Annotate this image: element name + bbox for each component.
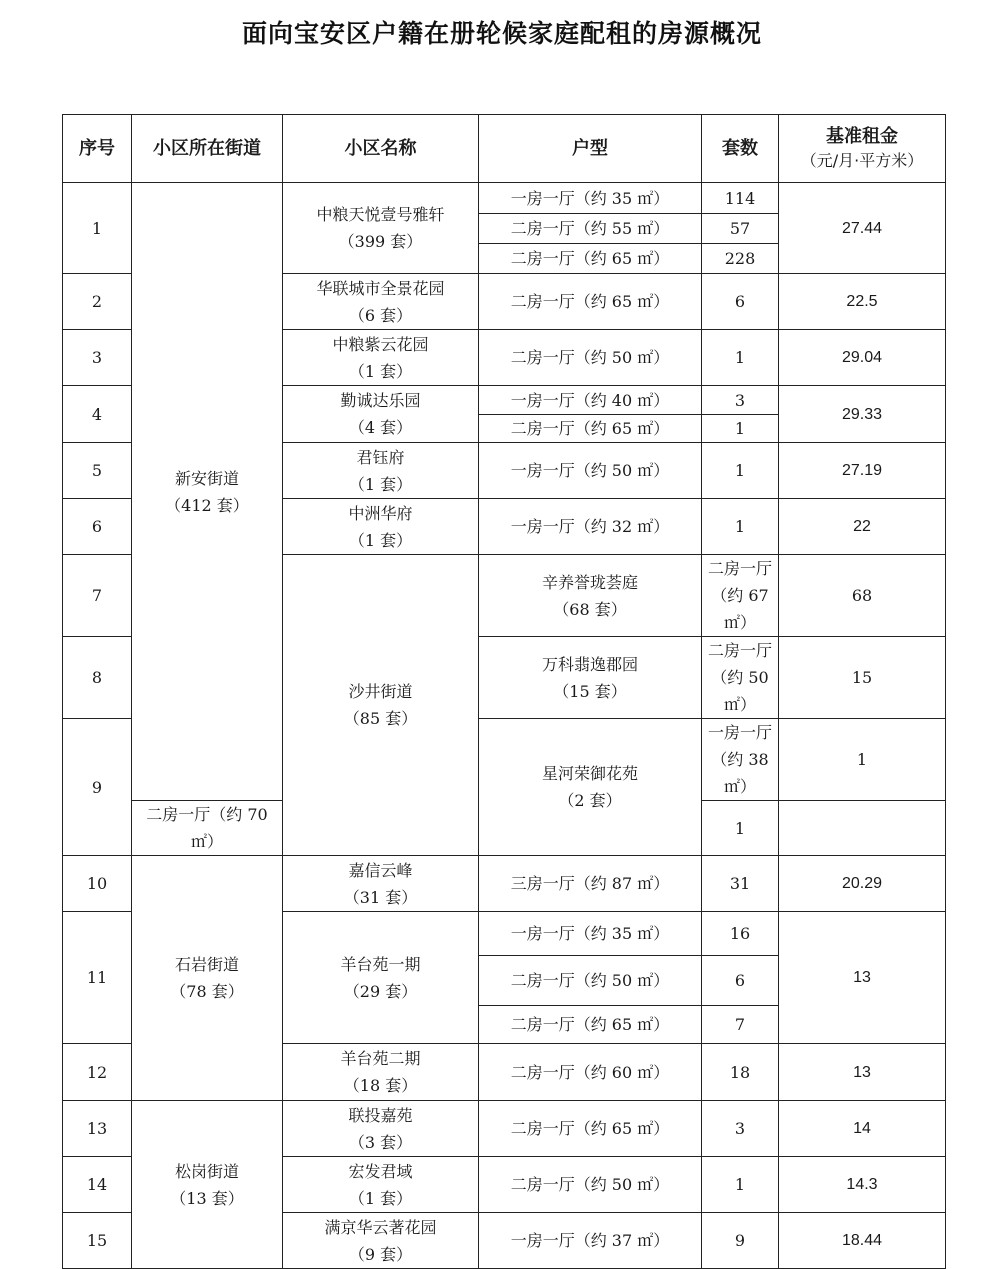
community-cell [283,330,479,386]
count-cell: 6 [702,274,779,330]
community-sets: （68 套） [553,599,627,619]
street-cell [132,183,283,801]
community-sets: （6 套） [348,305,413,325]
rent-cell: 18.44 [779,1213,946,1269]
seq-cell: 6 [63,499,132,555]
street-name: 松岗街道 [174,1161,239,1181]
seq-cell: 15 [63,1213,132,1269]
table-row [63,183,946,214]
community-cell [283,499,479,555]
page-title: 面向宝安区户籍在册轮候家庭配租的房源概况 [241,19,762,48]
community-cell [479,555,702,637]
unit-type-cell: 二房一厅（约 55 ㎡） [479,214,702,244]
count-cell: 3 [702,386,779,415]
street-total: （13 套） [170,1188,244,1208]
unit-type-cell: 一房一厅（约 40 ㎡） [479,386,702,415]
seq-cell: 4 [63,386,132,443]
community-sets: （4 套） [348,418,413,437]
rent-cell: 22 [779,499,946,555]
community-name: 羊台苑一期 [340,954,421,974]
unit-type-cell: 二房一厅（约 65 ㎡） [479,274,702,330]
seq-cell: 3 [63,330,132,386]
count-cell: 1 [702,1157,779,1213]
count-cell: 1 [702,415,779,443]
table-body [63,183,946,1269]
table-row [63,856,946,912]
community-sets: （9 套） [348,1244,413,1264]
community-cell [283,1157,479,1213]
rent-cell: 13 [779,912,946,1044]
street-total: （78 套） [170,982,244,1001]
community-name: 勤诚达乐园 [340,391,421,410]
count-cell: 7 [702,1006,779,1044]
community-sets: （15 套） [553,681,627,701]
community-name: 华联城市全景花园 [316,278,445,298]
table-row [63,1101,946,1157]
count-cell: 1 [702,443,779,499]
street-total: （412 套） [165,495,249,515]
community-cell [283,274,479,330]
seq-cell: 7 [63,555,132,637]
community-cell [283,856,479,912]
street-name: 石岩街道 [174,955,239,974]
unit-type-cell: 二房一厅（约 65 ㎡） [479,415,702,443]
unit-type-cell: 一房一厅（约 50 ㎡） [479,443,702,499]
count-cell: 1 [702,801,779,856]
community-sets: （1 套） [348,361,413,381]
community-cell [283,183,479,274]
community-name: 宏发君域 [348,1161,413,1181]
count-cell: 114 [702,183,779,214]
unit-type-cell: 一房一厅（约 37 ㎡） [479,1213,702,1269]
rent-cell: 14.3 [779,1157,946,1213]
seq-cell: 5 [63,443,132,499]
seq-cell: 1 [63,183,132,274]
community-cell [479,637,702,719]
community-name: 星河荣御花苑 [541,764,638,783]
count-cell: 1 [779,719,946,801]
header-unit-type: 户型 [479,115,702,183]
header-rent-unit: （元/月·平方米） [800,150,924,170]
unit-type-cell: 一房一厅（约 32 ㎡） [479,499,702,555]
count-cell: 16 [702,912,779,956]
unit-type-cell: 二房一厅（约 65 ㎡） [479,1006,702,1044]
unit-type-cell: 二房一厅（约 70 ㎡） [132,801,283,856]
count-cell: 1 [702,330,779,386]
rent-cell: 22.5 [779,274,946,330]
rent-cell: 20.29 [779,856,946,912]
count-cell: 68 [779,555,946,637]
seq-cell: 12 [63,1044,132,1101]
community-name: 中粮天悦壹号雅轩 [316,205,445,224]
unit-type-cell: 二房一厅（约 50 ㎡） [479,1157,702,1213]
street-total: （85 套） [343,709,418,728]
header-street: 小区所在街道 [132,115,283,183]
community-name: 辛养誉珑荟庭 [541,572,638,592]
header-name: 小区名称 [283,115,479,183]
rent-cell: 14 [779,1101,946,1157]
unit-type-cell: 二房一厅（约 50 ㎡） [702,637,779,719]
community-sets: （1 套） [348,530,413,550]
header-rent [779,115,946,183]
housing-table [62,114,946,1269]
community-name: 羊台苑二期 [340,1049,421,1068]
community-sets: （31 套） [343,887,418,907]
unit-type-cell: 二房一厅（约 60 ㎡） [479,1044,702,1101]
community-sets: （1 套） [348,1188,413,1208]
seq-cell: 9 [63,719,132,856]
rent-cell: 27.44 [779,183,946,274]
rent-cell: 29.04 [779,330,946,386]
street-name: 新安街道 [174,468,239,488]
street-name: 沙井街道 [348,682,413,701]
seq-cell: 11 [63,912,132,1044]
community-sets: （2 套） [558,791,622,810]
street-cell [132,856,283,1101]
unit-type-cell: 二房一厅（约 65 ㎡） [479,1101,702,1157]
community-sets: （399 套） [338,232,423,251]
unit-type-cell: 一房一厅（约 35 ㎡） [479,183,702,214]
community-cell [283,1101,479,1157]
community-name: 万科翡逸郡园 [541,654,638,674]
rent-cell: 13 [779,1044,946,1101]
count-cell: 3 [702,1101,779,1157]
unit-type-cell: 二房一厅（约 67 ㎡） [702,555,779,637]
seq-cell: 10 [63,856,132,912]
unit-type-cell: 一房一厅（约 38 ㎡） [702,719,779,801]
community-name: 中洲华府 [348,503,413,523]
unit-type-cell: 二房一厅（约 50 ㎡） [479,956,702,1006]
rent-cell: 29.33 [779,386,946,443]
count-cell: 228 [702,244,779,274]
count-cell: 1 [702,499,779,555]
seq-cell: 14 [63,1157,132,1213]
seq-cell: 8 [63,637,132,719]
community-name: 嘉信云峰 [348,860,413,880]
header-row [63,115,946,183]
community-cell [283,386,479,443]
community-sets: （18 套） [343,1076,418,1095]
community-name: 中粮紫云花园 [332,334,429,354]
unit-type-cell: 二房一厅（约 65 ㎡） [479,244,702,274]
count-cell: 15 [779,637,946,719]
seq-cell: 13 [63,1101,132,1157]
count-cell: 6 [702,956,779,1006]
community-cell [283,443,479,499]
seq-cell: 2 [63,274,132,330]
count-cell: 57 [702,214,779,244]
count-cell: 31 [702,856,779,912]
rent-cell: 27.19 [779,443,946,499]
street-cell [132,1101,283,1269]
community-sets: （29 套） [343,981,418,1001]
community-cell [283,912,479,1044]
count-cell: 18 [702,1044,779,1101]
community-name: 君钰府 [356,447,405,467]
community-cell [283,1213,479,1269]
community-cell [283,1044,479,1101]
unit-type-cell: 二房一厅（约 50 ㎡） [479,330,702,386]
community-name: 联投嘉苑 [348,1105,413,1125]
header-count: 套数 [702,115,779,183]
count-cell: 9 [702,1213,779,1269]
header-seq: 序号 [63,115,132,183]
community-cell [479,719,702,856]
header-rent-label: 基准租金 [826,125,898,147]
street-cell [283,555,479,856]
community-sets: （1 套） [348,474,413,494]
unit-type-cell: 三房一厅（约 87 ㎡） [479,856,702,912]
community-name: 满京华云著花园 [324,1217,437,1237]
unit-type-cell: 一房一厅（约 35 ㎡） [479,912,702,956]
community-sets: （3 套） [348,1132,413,1152]
